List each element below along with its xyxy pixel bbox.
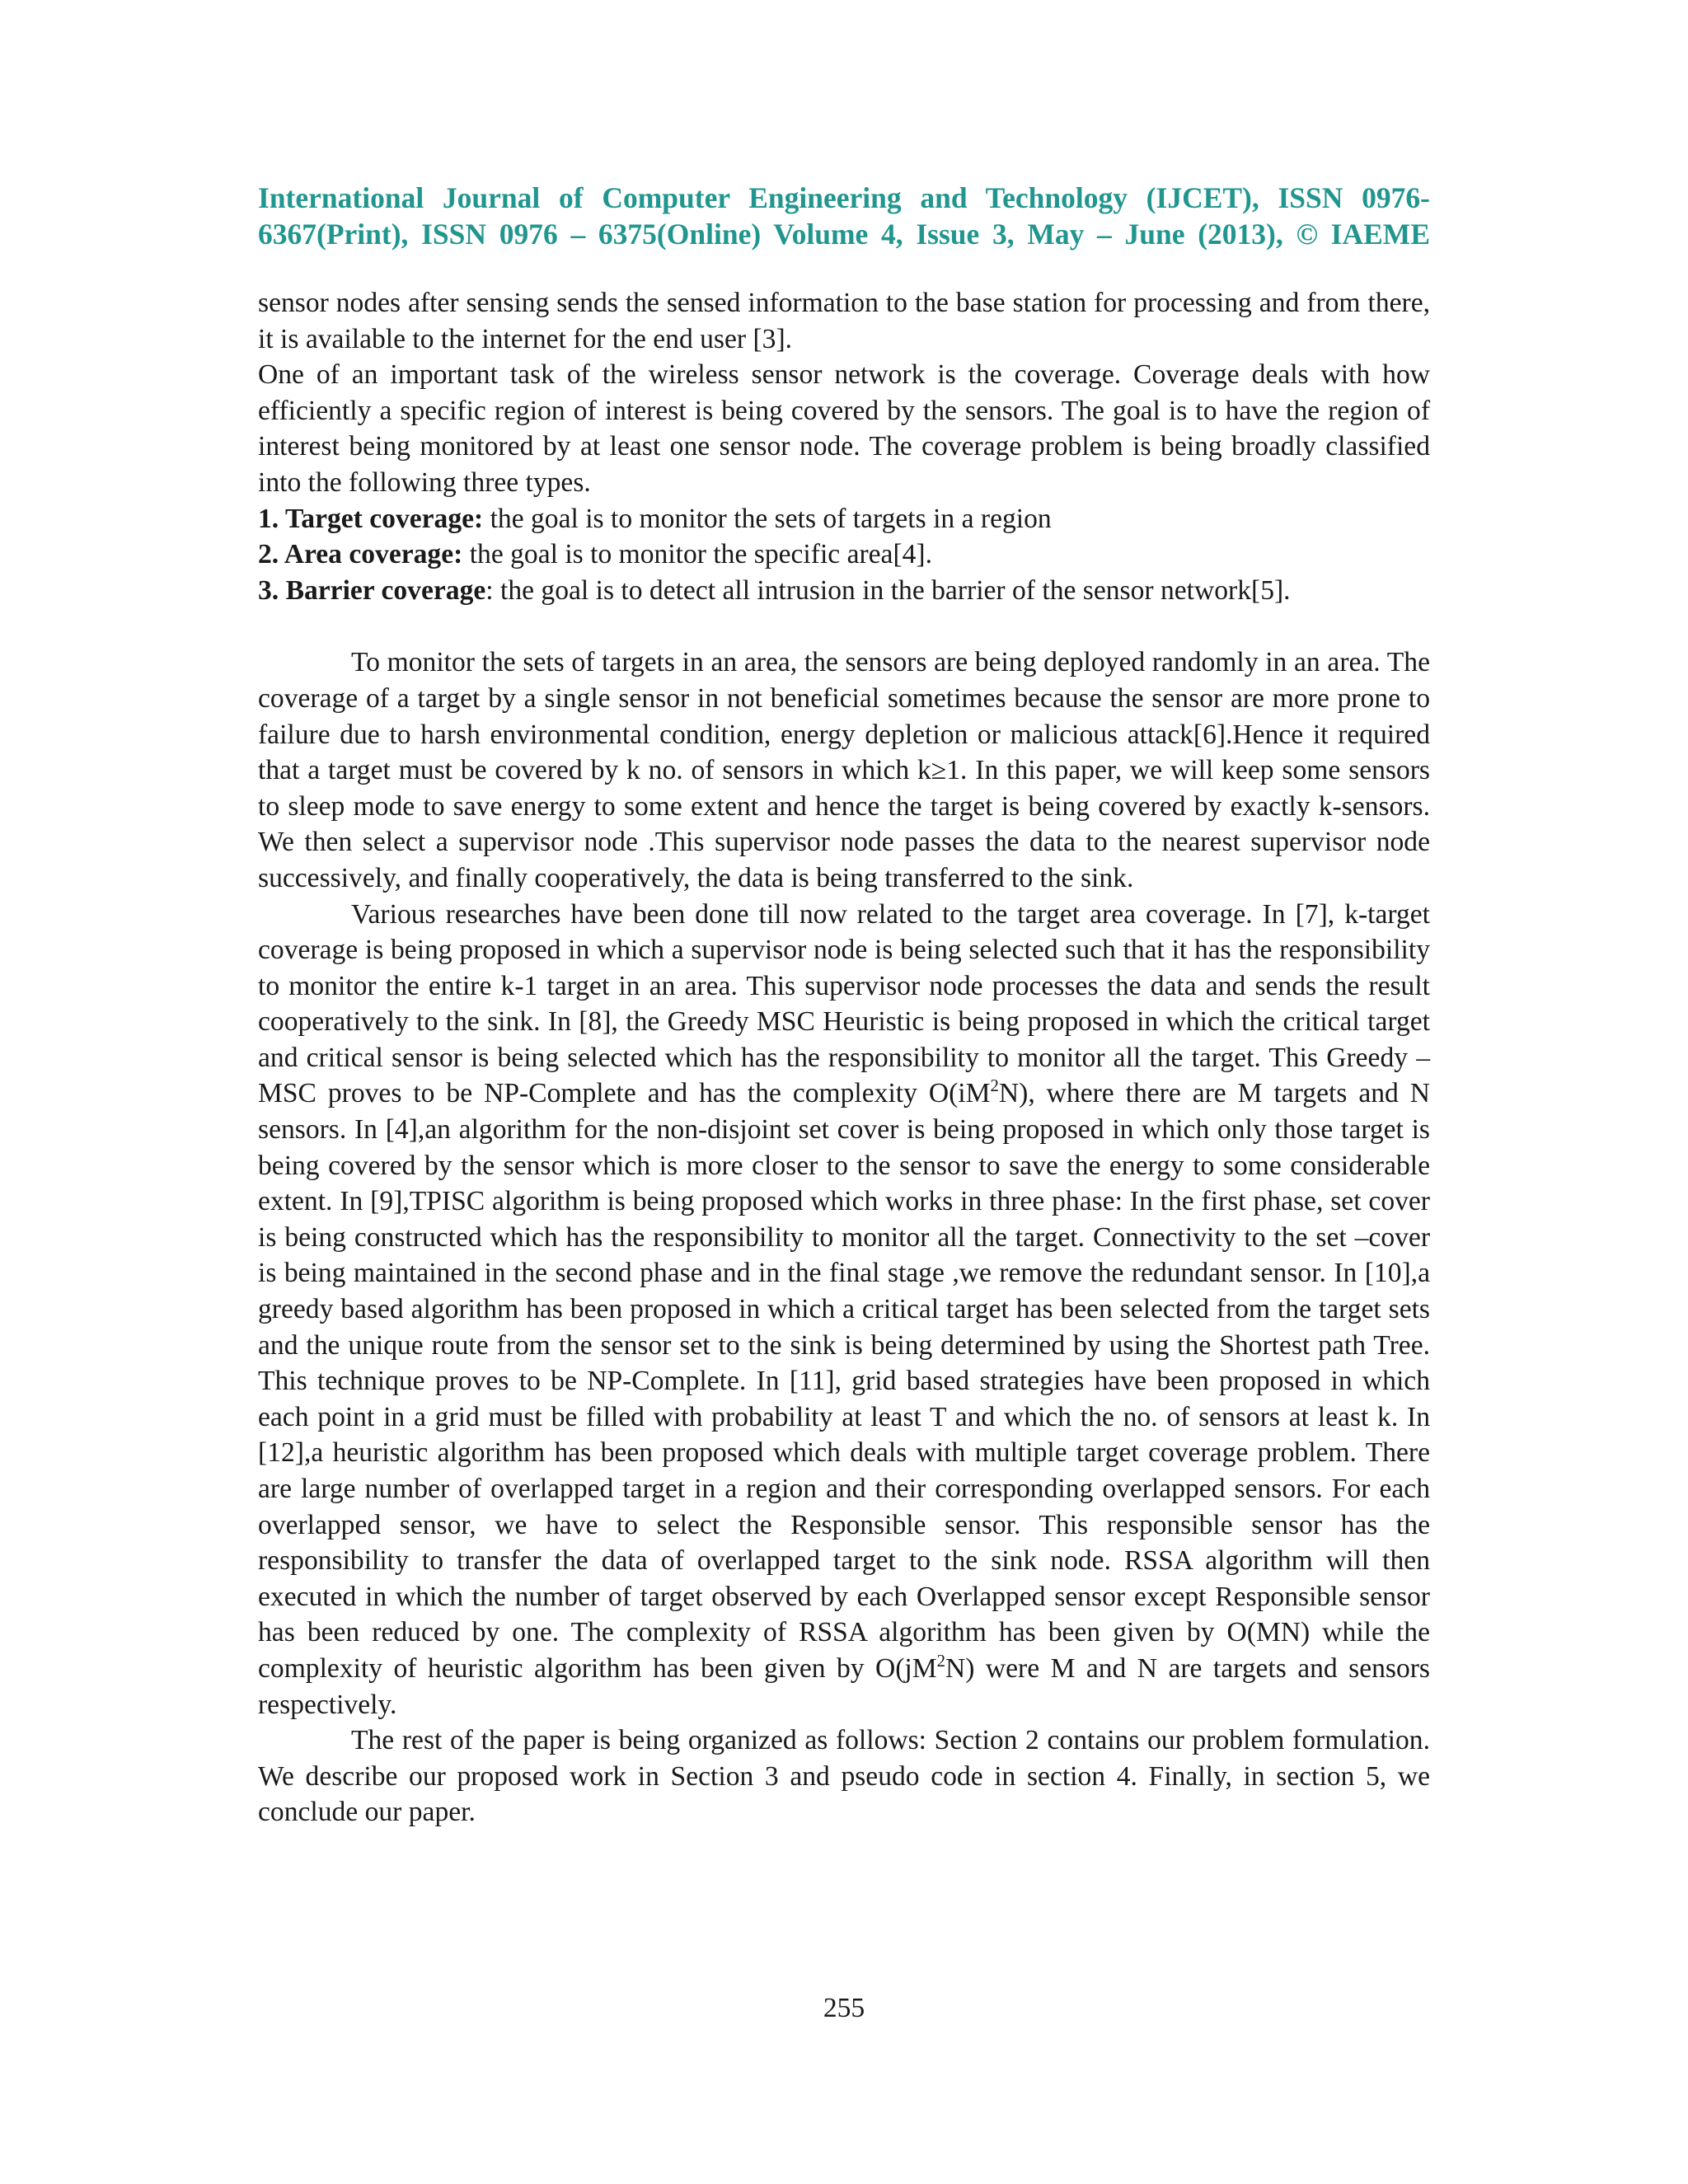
list-item-term: 1. Target coverage: <box>258 503 484 534</box>
coverage-types-list <box>258 501 1430 609</box>
journal-header <box>258 180 1430 252</box>
list-item-term: 3. Barrier coverage <box>258 574 486 606</box>
targets-paragraph: To monitor the sets of targets in an area, the sensors are being deployed randomly in an area. The coverage of a target by a single sensor in not beneficial sometimes because the sensor are more prone to failure due to harsh environmental condition, energy depletion or malicious attack[6].Hence it required that a target must be covered by k no. of sensors in which k≥1. In this paper, we will keep some sensors to sleep mode to save energy to some extent and hence the target is being covered by exactly k-sensors. We then select a supervisor node .This supervisor node passes the data to the nearest supervisor node successively, and finally cooperatively, the data is being transferred to the sink. <box>258 647 1430 893</box>
list-item <box>258 537 1430 573</box>
organization-paragraph: The rest of the paper is being organized as follows: Section 2 contains our problem formulation. We describe our proposed work in Section 3 and pseudo code in section 4. Finally, in section 5, we conclude our paper. <box>258 1725 1430 1828</box>
list-item-text: the goal is to monitor the specific area[4]. <box>462 539 933 570</box>
journal-header-line-1: International Journal of Computer Engineering and Technology (IJCET), ISSN 0976- <box>258 181 1430 214</box>
related-work-text-1: Various researches have been done till now related to the target area coverage. In [7], k-target coverage is being proposed in which a supervisor node is being selected such that it has the responsibility to monitor the entire k-1 target in an area. This supervisor node processes the data and sends the result cooperatively to the sink. In [8], the Greedy MSC Heuristic is being proposed in which the critical target and critical sensor is being selected which has the responsibility to monitor all the target. This Greedy –MSC proves to be NP-Complete and has the complexity O(iM <box>258 898 1430 1109</box>
journal-header-line-2: 6367(Print), ISSN 0976 – 6375(Online) Volume 4, Issue 3, May – June (2013), © IAEME <box>258 218 1430 251</box>
body-text <box>258 285 1430 1830</box>
paragraph-spacer <box>258 608 1430 644</box>
related-work-text-3: N) were M and N are targets and sensors respectively. <box>258 1652 1430 1720</box>
list-item <box>258 501 1430 537</box>
list-item-term: 2. Area coverage: <box>258 539 463 570</box>
related-work-paragraph <box>258 897 1430 1723</box>
intro-paragraph-2: One of an important task of the wireless sensor network is the coverage. Coverage deals with how efficiently a specific region of interest is being covered by the sensors. The goal is to have the region of interest being monitored by at least one sensor node. The coverage problem is being broadly classified into the following three types. <box>258 359 1430 498</box>
page-number: 255 <box>823 1993 865 2023</box>
intro-paragraph-1: sensor nodes after sensing sends the sensed information to the base station for processing and from there, it is available to the internet for the end user [3]. <box>258 288 1430 354</box>
related-work-text-2: N), where there are M targets and N sensors. In [4],an algorithm for the non-disjoint set cover is being proposed in which only those target is being covered by the sensor which is more closer to the sensor to save the energy to some considerable extent. In [9],TPISC algorithm is being proposed which works in three phase: In the first phase, set cover is being constructed which has the responsibility to monitor all the target. Connectivity to the set –cover is being maintained in the second phase and in the final stage ,we remove the redundant sensor. In [10],a greedy based algorithm has been proposed in which a critical target has been selected from the target sets and the unique route from the sensor set to the sink is being determined by using the Shortest path Tree. This technique proves to be NP-Complete. In [11], grid based strategies have been proposed in which each point in a grid must be filled with probability at least T and which the no. of sensors at least k. In [12],a heuristic algorithm has been proposed which deals with multiple target coverage problem. There are large number of overlapped target in a region and their corresponding overlapped sensors. For each overlapped sensor, we have to select the Responsible sensor. This responsible sensor has the responsibility to transfer the data of overlapped target to the sink node. RSSA algorithm will then executed in which the number of target observed by each Overlapped sensor except Responsible sensor has been reduced by one. The complexity of RSSA algorithm has been given by O(MN) while the complexity of heuristic algorithm has been given by O(jM <box>258 1078 1431 1684</box>
superscript-2: 2 <box>990 1076 999 1096</box>
superscript-2: 2 <box>936 1651 946 1671</box>
list-item-text: : the goal is to detect all intrusion in the barrier of the sensor network[5]. <box>485 574 1291 606</box>
list-item <box>258 573 1430 609</box>
paper-page <box>258 0 1430 2184</box>
list-item-text: the goal is to monitor the sets of targets in a region <box>483 503 1052 534</box>
